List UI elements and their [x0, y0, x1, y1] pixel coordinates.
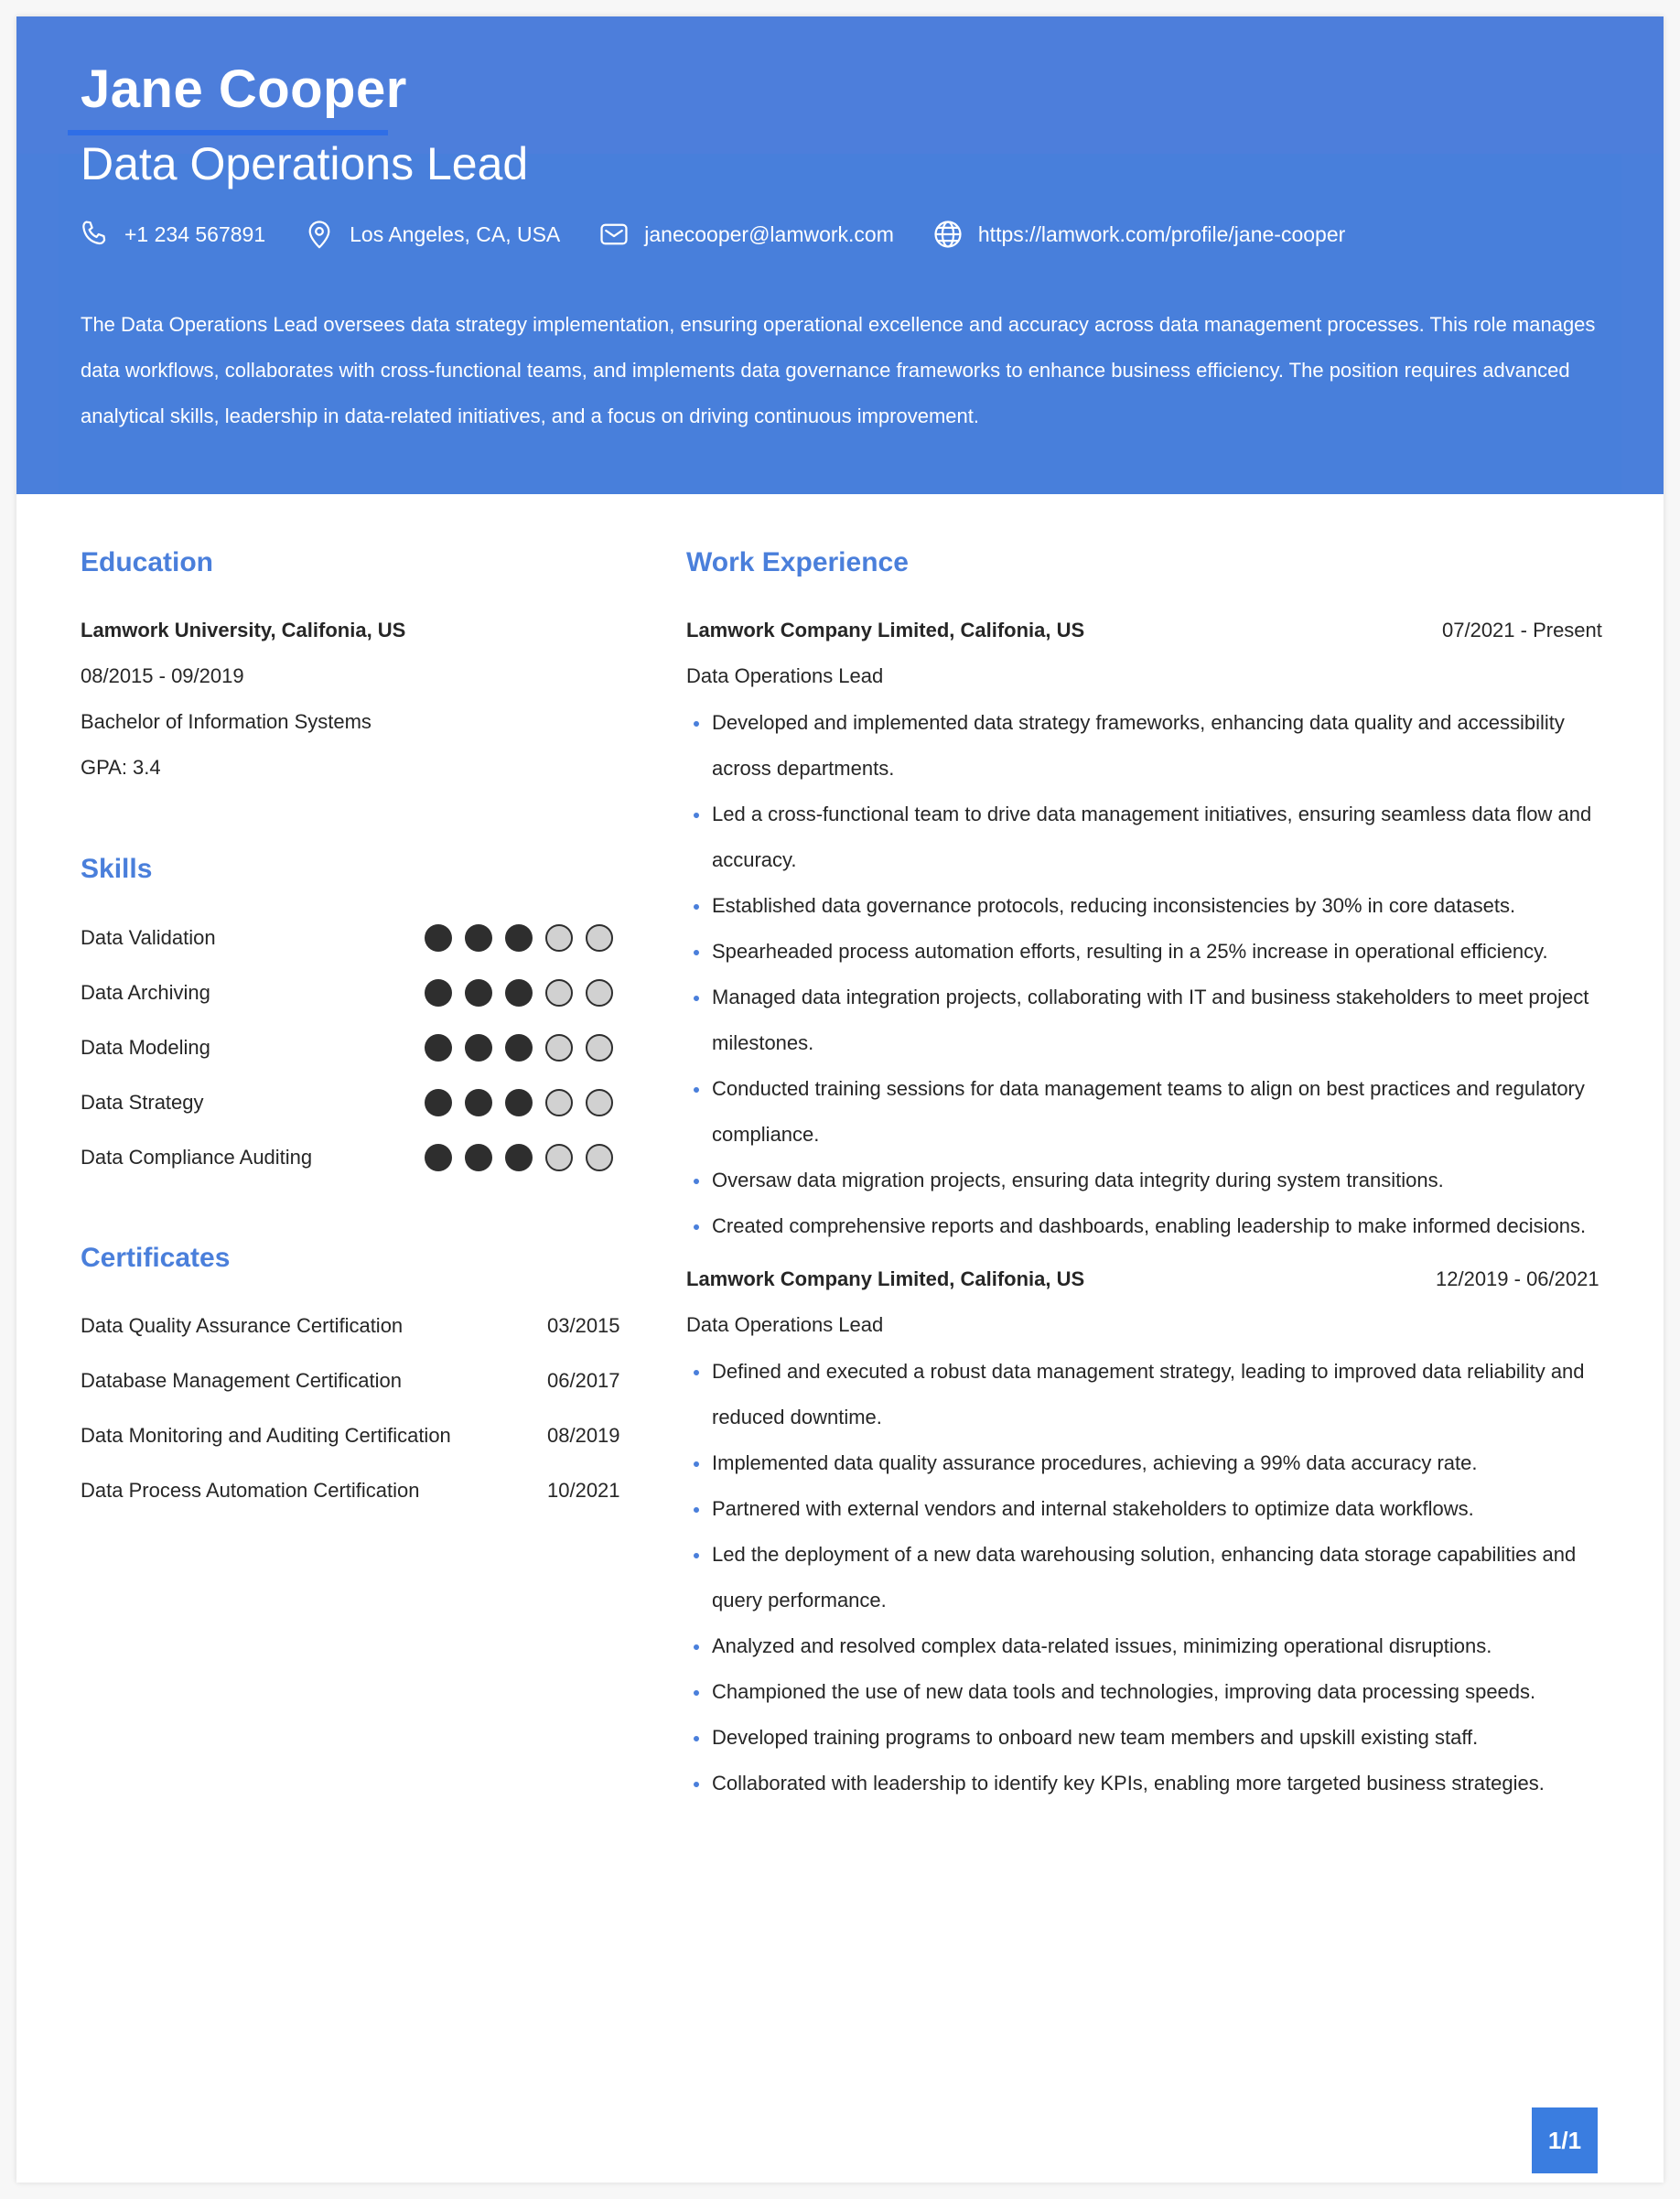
rating-dot-filled: [425, 1144, 452, 1171]
job-bullet: Partnered with external vendors and internal stakeholders to optimize data workflows.: [686, 1486, 1620, 1532]
certificate-date: 10/2021: [547, 1479, 620, 1502]
job-bullet: Oversaw data migration projects, ensuring data integrity during system transitions.: [686, 1158, 1620, 1203]
rating-dot-filled: [465, 1144, 492, 1171]
job-bullet: Developed training programs to onboard new team members and upskill existing staff.: [686, 1715, 1620, 1761]
contact-website: [931, 217, 1345, 252]
name-underline: [68, 130, 388, 135]
phone-icon: [77, 217, 112, 252]
education-dates: 08/2015 - 09/2019: [81, 664, 244, 687]
job-bullet: Led the deployment of a new data warehousing solution, enhancing data storage capabilities and query performance.: [686, 1532, 1620, 1623]
job-bullet: Led a cross-functional team to drive data management initiatives, ensuring seamless data flow and accuracy.: [686, 792, 1620, 883]
skill-rating: [425, 1089, 626, 1116]
certificates-heading: Certificates: [81, 1243, 231, 1273]
rating-dot-empty: [545, 1144, 573, 1171]
certificate-date: 08/2019: [547, 1424, 620, 1447]
job-bullets: [686, 700, 1620, 1249]
rating-dot-filled: [425, 924, 452, 952]
skill-name: Data Archiving: [81, 981, 210, 1004]
contact-bar: [77, 214, 1382, 254]
globe-icon: [931, 217, 965, 252]
education-school: Lamwork University, Califonia, US: [81, 619, 406, 641]
rating-dot-filled: [425, 1089, 452, 1116]
job-bullet: Established data governance protocols, reducing inconsistencies by 30% in core datasets.: [686, 883, 1620, 929]
rating-dot-empty: [545, 1089, 573, 1116]
rating-dot-filled: [505, 1089, 533, 1116]
resume-page: [16, 16, 1664, 2183]
job-bullet: Implemented data quality assurance procedures, achieving a 99% data accuracy rate.: [686, 1440, 1620, 1486]
skill-rating: [425, 1034, 626, 1062]
skill-rating: [425, 1144, 626, 1171]
website-link[interactable]: https://lamwork.com/profile/jane-cooper: [977, 221, 1346, 246]
job-bullet: Defined and executed a robust data management strategy, leading to improved data reliability and reduced downtime.: [686, 1349, 1620, 1440]
location-pin-icon: [302, 217, 337, 252]
job-bullet: Managed data integration projects, collaborating with IT and business stakeholders to meet project milestones.: [686, 975, 1620, 1066]
job-bullet: Championed the use of new data tools and technologies, improving data processing speeds.: [686, 1669, 1620, 1715]
rating-dot-filled: [465, 1089, 492, 1116]
rating-dot-filled: [505, 924, 533, 952]
rating-dot-filled: [505, 1144, 533, 1171]
skill-name: Data Modeling: [81, 1036, 210, 1059]
skill-rating: [425, 979, 626, 1007]
job-dates: 12/2019 - 06/2021: [1436, 1267, 1599, 1290]
rating-dot-empty: [586, 1034, 613, 1062]
profile-summary: The Data Operations Lead oversees data strategy implementation, ensuring operational excellence and accuracy across data management processes. This role manages data workflows, collaborates with cross-functional teams, and implements data governance frameworks to enhance business efficiency. The position requires advanced analytical skills, leadership in data-related initiatives, and a focus on driving continuous improvement.: [81, 313, 1596, 427]
rating-dot-filled: [465, 979, 492, 1007]
rating-dot-filled: [505, 979, 533, 1007]
mail-icon: [597, 217, 631, 252]
job-bullet: Developed and implemented data strategy frameworks, enhancing data quality and accessibility across departments.: [686, 700, 1620, 792]
job-bullet: Spearheaded process automation efforts, resulting in a 25% increase in operational efficiency.: [686, 929, 1620, 975]
job-bullet: Analyzed and resolved complex data-related issues, minimizing operational disruptions.: [686, 1623, 1620, 1669]
job-bullet: Conducted training sessions for data management teams to align on best practices and regulatory compliance.: [686, 1066, 1620, 1158]
job-bullet: Created comprehensive reports and dashboards, enabling leadership to make informed decisions.: [686, 1203, 1620, 1249]
job-company: Lamwork Company Limited, Califonia, US: [686, 619, 1085, 641]
email-link[interactable]: janecooper@lamwork.com: [644, 221, 894, 246]
job-company: Lamwork Company Limited, Califonia, US: [686, 1267, 1085, 1290]
rating-dot-empty: [545, 924, 573, 952]
certificate-name: Database Management Certification: [81, 1369, 402, 1392]
rating-dot-filled: [505, 1034, 533, 1062]
certificate-name: Data Monitoring and Auditing Certification: [81, 1424, 451, 1447]
rating-dot-filled: [425, 1034, 452, 1062]
rating-dot-empty: [586, 979, 613, 1007]
candidate-name: Jane Cooper: [81, 59, 407, 119]
skill-rating: [425, 924, 626, 952]
job-role: Data Operations Lead: [686, 1313, 884, 1336]
education-degree: Bachelor of Information Systems: [81, 710, 372, 733]
certificate-date: 06/2017: [547, 1369, 620, 1392]
skill-name: Data Validation: [81, 926, 216, 949]
skill-name: Data Strategy: [81, 1091, 204, 1114]
rating-dot-empty: [545, 979, 573, 1007]
contact-location: [302, 217, 560, 252]
skills-heading: Skills: [81, 854, 153, 884]
job-bullet: Collaborated with leadership to identify key KPIs, enabling more targeted business strategies.: [686, 1761, 1620, 1806]
resume-header: [16, 16, 1664, 494]
work-experience-heading: Work Experience: [686, 547, 909, 577]
contact-email: [597, 217, 894, 252]
rating-dot-filled: [465, 924, 492, 952]
candidate-title: Data Operations Lead: [81, 138, 529, 189]
certificate-name: Data Process Automation Certification: [81, 1479, 420, 1502]
education-gpa: GPA: 3.4: [81, 756, 161, 779]
education-heading: Education: [81, 547, 214, 577]
skill-name: Data Compliance Auditing: [81, 1146, 313, 1169]
phone-text: +1 234 567891: [124, 221, 266, 246]
job-role: Data Operations Lead: [686, 664, 884, 687]
job-dates: 07/2021 - Present: [1442, 619, 1602, 641]
certificate-name: Data Quality Assurance Certification: [81, 1314, 404, 1337]
rating-dot-empty: [586, 1144, 613, 1171]
rating-dot-filled: [465, 1034, 492, 1062]
location-text: Los Angeles, CA, USA: [350, 221, 561, 246]
rating-dot-empty: [586, 924, 613, 952]
rating-dot-empty: [586, 1089, 613, 1116]
certificate-date: 03/2015: [547, 1314, 620, 1337]
rating-dot-empty: [545, 1034, 573, 1062]
page-number-badge[interactable]: 1/1: [1532, 2107, 1598, 2173]
contact-phone: [77, 217, 265, 252]
rating-dot-filled: [425, 979, 452, 1007]
job-bullets: [686, 1349, 1620, 1806]
